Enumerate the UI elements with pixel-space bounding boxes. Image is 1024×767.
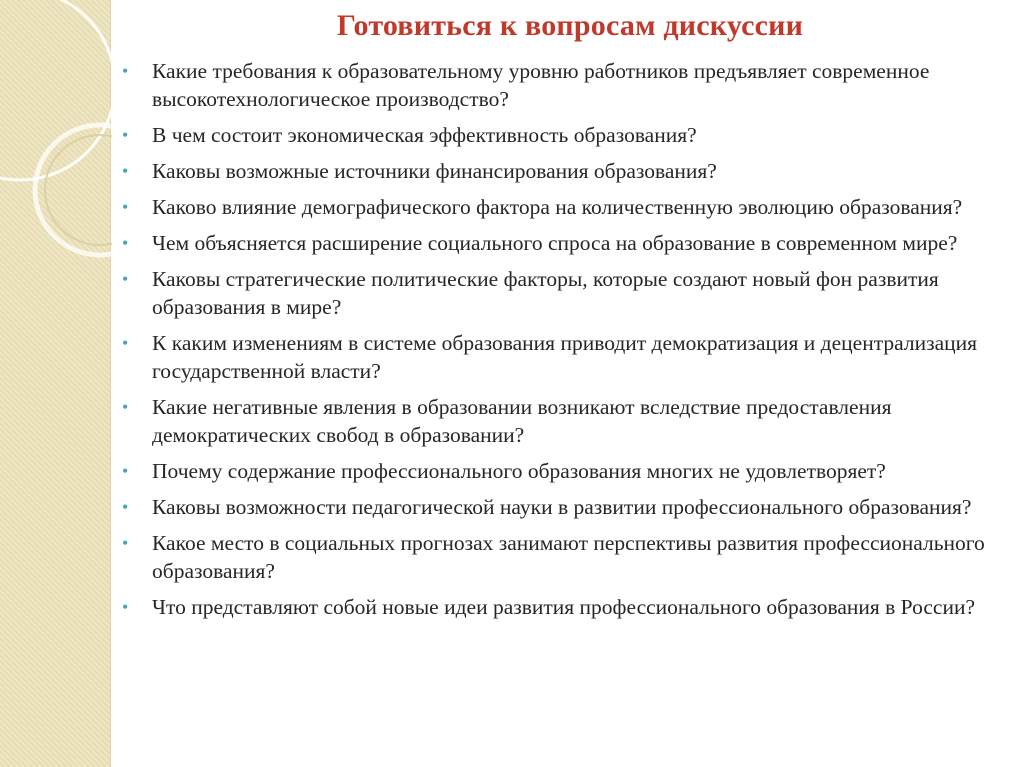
list-item: • Каковы стратегические политические факторы, которые создают новый фон развития образования в мире? — [122, 267, 939, 319]
bullet-icon: • — [122, 233, 129, 253]
list-item: • В чем состоит экономическая эффективность образования? — [122, 123, 697, 147]
bullet-icon: • — [122, 461, 129, 481]
list-item: • Чем объясняется расширение социального спроса на образование в современном мире? — [122, 231, 958, 255]
bullet-icon: • — [122, 397, 129, 417]
list-item: • Какие негативные явления в образовании возникают вследствие предоставления демократических свобод в образовании? — [122, 395, 892, 447]
list-item: • Какие требования к образовательному уровню работников предъявляет современное высокотехнологическое производство? — [122, 59, 930, 111]
list-item: • Почему содержание профессионального образования многих не удовлетворяет? — [122, 459, 886, 483]
question-list — [120, 57, 1000, 629]
list-item: • Что представляют собой новые идеи развития профессионального образования в России? — [122, 595, 976, 619]
bullet-icon: • — [122, 197, 129, 217]
bullet-icon: • — [122, 125, 129, 145]
decorative-side-panel — [0, 0, 111, 767]
bullet-icon: • — [122, 61, 129, 81]
bullet-icon: • — [122, 497, 129, 517]
bullet-icon: • — [122, 269, 129, 289]
bullet-icon: • — [122, 533, 129, 553]
list-item: • Каковы возможности педагогической науки в развитии профессионального образования? — [122, 495, 972, 519]
decorative-circles — [0, 0, 112, 767]
list-item: • Каково влияние демографического фактора на количественную эволюцию образования? — [122, 195, 963, 219]
list-item: • Какое место в социальных прогнозах занимают перспективы развития профессионального образования? — [122, 531, 985, 583]
list-item: • Каковы возможные источники финансирования образования? — [122, 159, 717, 183]
bullet-icon: • — [122, 161, 129, 181]
slide-title: Готовиться к вопросам дискуссии — [336, 9, 804, 42]
bullet-icon: • — [122, 597, 129, 617]
bullet-icon: • — [122, 333, 129, 353]
list-item: • К каким изменениям в системе образования приводит демократизация и децентрализация государственной власти? — [122, 331, 978, 383]
